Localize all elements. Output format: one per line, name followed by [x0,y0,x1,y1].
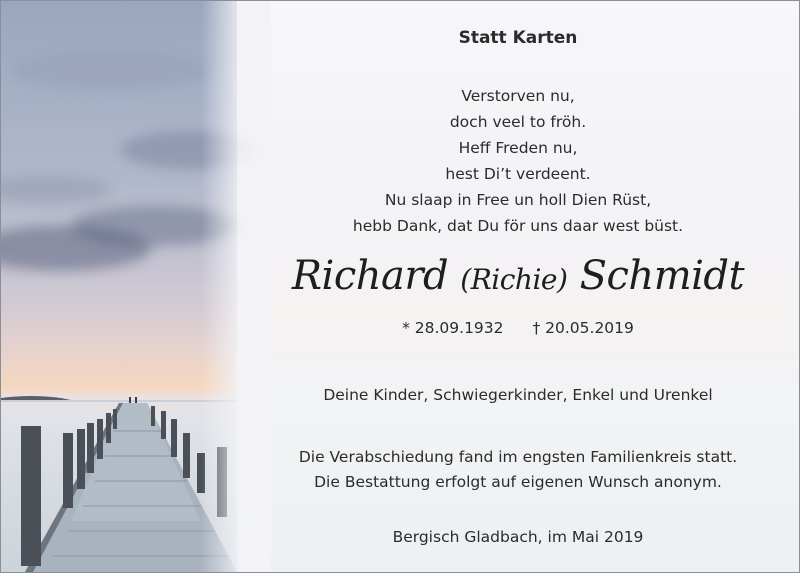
poem-line: Verstorven nu, [461,87,575,105]
poem-line: hest Di’t verdeent. [445,165,591,183]
poem-line: Nu slaap in Free un holl Dien Rüst, [384,191,652,209]
last-name: Schmidt [579,253,745,299]
figure-silhouette [135,397,137,403]
notice-line: Die Verabschiedung fand im engsten Familienkreis statt. [298,448,738,466]
nickname: (Richie) [460,263,568,296]
death-date: † 20.05.2019 [532,319,634,337]
poem [237,83,799,239]
first-name: Richard [291,253,449,299]
obituary-text-area [237,1,799,572]
birth-date: * 28.09.1932 [402,319,504,337]
mourners: Deine Kinder, Schwiegerkinder, Enkel und Urenkel [323,386,713,404]
jetty-sunset-photo [1,1,237,572]
deceased-name [237,253,799,299]
funeral-notice [237,445,799,495]
notice-line: Die Bestattung erfolgt auf eigenen Wunsch anonym. [314,473,722,491]
poem-line: doch veel to fröh. [449,113,587,131]
poem-line: Heff Freden nu, [458,139,578,157]
heading: Statt Karten [458,28,578,48]
life-dates [237,319,799,337]
place-and-date: Bergisch Gladbach, im Mai 2019 [392,528,644,546]
poem-line: hebb Dank, dat Du för uns daar west büst. [352,217,684,235]
figure-silhouette [129,397,131,403]
